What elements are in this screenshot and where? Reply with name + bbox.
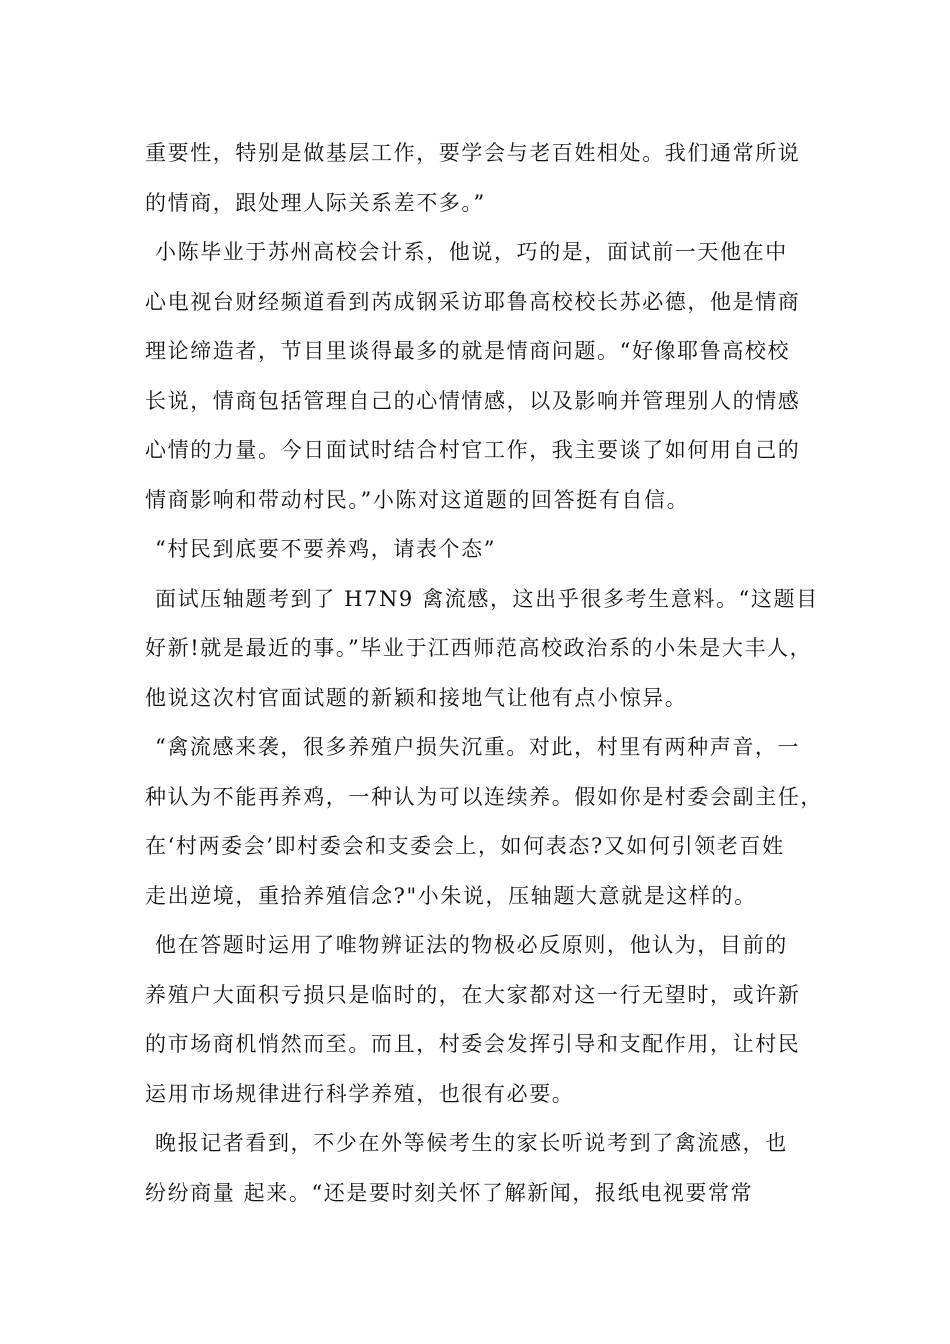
paragraph-first-line: 他在答题时运用了唯物辨证法的物极必反原则，他认为，目前的 <box>155 933 788 957</box>
text-line: 纷纷商量 起来。“还是要时刻关怀了解新闻，报纸电视要常常 <box>145 1180 754 1205</box>
text-line: 养殖户大面积亏损只是临时的，在大家都对这一行无望时，或许新 <box>145 982 801 1007</box>
article-body <box>145 129 823 1218</box>
text-line: 理论缔造者，节目里谈得最多的就是情商问题。“好像耶鲁高校校 <box>145 339 791 363</box>
text-line: 好新!就是最近的事。”毕业于江西师范高校政治系的小朱是大丰人， <box>145 636 813 660</box>
text-line: 运用市场规律进行科学养殖，也很有必要。 <box>145 1081 575 1106</box>
paragraph-first-line: 面试压轴题考到了 H7N9 禽流感，这出乎很多考生意料。“这题目 <box>155 586 819 611</box>
text-line: 的情商，跟处理人际关系差不多。” <box>145 190 486 215</box>
text-line: 长说，情商包括管理自己的心情情感，以及影响并管理别人的情感 <box>145 388 801 413</box>
section-heading: “村民到底要不要养鸡，请表个态” <box>155 537 497 561</box>
text-line: 的市场商机悄然而至。而且，村委会发挥引导和支配作用，让村民 <box>145 1032 801 1056</box>
paragraph-first-line: 晚报记者看到，不少在外等候考生的家长听说考到了禽流感，也 <box>155 1131 788 1155</box>
paragraph-first-line: “禽流感来袭，很多养殖户损失沉重。对此，村里有两种声音，一 <box>155 735 801 759</box>
text-line: 心情的力量。今日面试时结合村官工作，我主要谈了如何用自己的 <box>145 438 801 462</box>
paragraph-first-line: 小陈毕业于苏州高校会计系，他说，巧的是，面试前一天他在中 <box>155 240 788 264</box>
text-line: 心电视台财经频道看到芮成钢采访耶鲁高校校长苏必德，他是情商 <box>145 289 801 314</box>
text-line: 在‘村两委会’即村委会和支委会上，如何表态?又如何引领老百姓 <box>145 834 785 858</box>
text-line: 情商影响和带动村民。”小陈对这道题的回答挺有自信。 <box>145 487 690 512</box>
text-line: 他说这次村官面试题的新颖和接地气让他有点小惊异。 <box>145 685 688 710</box>
text-line: 重要性，特别是做基层工作，要学会与老百姓相处。我们通常所说 <box>145 141 801 165</box>
text-line: 种认为不能再养鸡，一种认为可以连续养。假如你是村委会副主任， <box>145 784 823 809</box>
text-line: 走出逆境，重拾养殖信念?"小朱说，压轴题大意就是这样的。 <box>145 883 757 908</box>
